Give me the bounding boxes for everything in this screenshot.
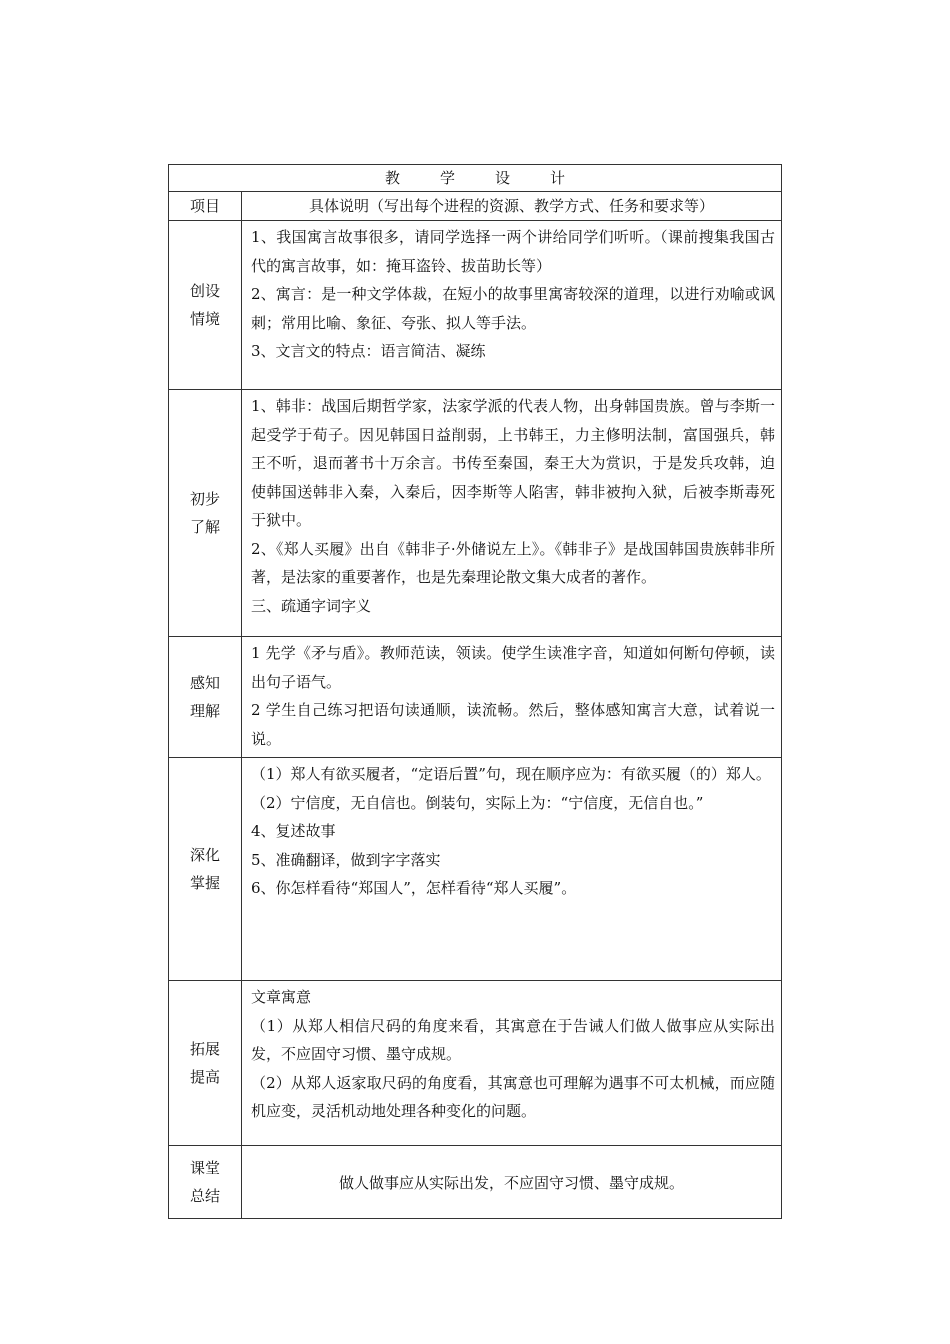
row-extend-improve xyxy=(169,981,782,1146)
content-line: 3、文言文的特点：语言简洁、凝练 xyxy=(251,342,486,360)
row-class-summary xyxy=(169,1146,782,1219)
row-label xyxy=(169,390,242,637)
label-line-1: 初步 xyxy=(189,490,220,508)
row-label xyxy=(169,637,242,758)
row-content xyxy=(242,758,782,981)
row-label xyxy=(169,758,242,981)
label-line-2: 理解 xyxy=(189,702,220,720)
row-label xyxy=(169,1146,242,1219)
content-line: （2）从郑人返家取尺码的角度看，其寓意也可理解为遇事不可太机械，而应随机应变，灵活机动地处理各种变化的问题。 xyxy=(251,1073,775,1120)
table-title: 教学设计 xyxy=(169,165,782,192)
label-line-1: 感知 xyxy=(189,674,220,692)
label-line-1: 创设 xyxy=(189,282,220,300)
row-content xyxy=(242,981,782,1146)
row-content xyxy=(242,637,782,758)
label-line-2: 总结 xyxy=(189,1187,220,1205)
summary-text: 做人做事应从实际出发，不应固守习惯、墨守成规。 xyxy=(242,1146,782,1219)
content-line: 三、疏通字词字义 xyxy=(251,596,372,615)
label-line-2: 情境 xyxy=(189,310,220,328)
content-line: 文章寓意 xyxy=(251,988,312,1006)
row-create-situation xyxy=(169,221,782,390)
content-line: 6、你怎样看待“郑国人”，怎样看待“郑人买履”。 xyxy=(251,879,577,897)
label-line-1: 课堂 xyxy=(189,1159,220,1177)
content-line: 1、韩非：战国后期哲学家，法家学派的代表人物，出身韩国贵族。曾与李斯一起受学于荀子。因见韩国日益削弱，上书韩王，力主修明法制，富国强兵，韩王不听，退而著书十万余言。书传至秦国，秦王大为赏识，于是发兵攻韩，迫使韩国送韩非入秦，入秦后，因李斯等人陷害，韩非被拘入狱，后被李斯毒死于狱中。 xyxy=(251,397,775,529)
content-line: 4、复述故事 xyxy=(251,822,336,840)
row-initial-understanding xyxy=(169,390,782,637)
content-line: 1 先学《矛与盾》。教师范读，领读。使学生读准字音，知道如何断句停顿，读出句子语气。 xyxy=(251,644,775,691)
teaching-design-table xyxy=(168,164,782,1219)
content-line: 5、准确翻译，做到字字落实 xyxy=(251,850,441,869)
content-line: （1）从郑人相信尺码的角度来看，其寓意在于告诫人们做人做事应从实际出发，不应固守习惯、墨守成规。 xyxy=(251,1016,775,1063)
title-row xyxy=(169,165,782,192)
content-line: （2）宁信度，无自信也。倒装句，实际上为：“宁信度，无信自也。” xyxy=(251,793,704,812)
label-line-2: 提高 xyxy=(189,1068,220,1086)
label-line-1: 拓展 xyxy=(189,1040,220,1058)
row-content xyxy=(242,221,782,390)
row-perceive-understand xyxy=(169,637,782,758)
content-line: 2、《郑人买履》出自《韩非子·外储说左上》。《韩非子》是战国韩国贵族韩非所著，是法家的重要著作，也是先秦理论散文集大成者的著作。 xyxy=(251,539,775,586)
header-row xyxy=(169,192,782,221)
header-description: 具体说明（写出每个进程的资源、教学方式、任务和要求等） xyxy=(242,192,782,221)
content-line: （1）郑人有欲买履者，“定语后置”句，现在顺序应为：有欲买履（的）郑人。 xyxy=(251,765,771,783)
row-label xyxy=(169,221,242,390)
label-line-2: 了解 xyxy=(189,518,220,536)
row-deepen-master xyxy=(169,758,782,981)
content-line: 2、寓言：是一种文学体裁，在短小的故事里寓寄较深的道理，以进行劝喻或讽刺；常用比喻、象征、夸张、拟人等手法。 xyxy=(251,285,775,332)
header-item: 项目 xyxy=(169,192,242,221)
label-line-1: 深化 xyxy=(189,846,220,864)
content-line: 2 学生自己练习把语句读通顺，读流畅。然后，整体感知寓言大意，试着说一说。 xyxy=(251,701,775,748)
label-line-2: 掌握 xyxy=(189,874,220,892)
row-content xyxy=(242,390,782,637)
content-line: 1、我国寓言故事很多，请同学选择一两个讲给同学们听听。（课前搜集我国古代的寓言故事，如：掩耳盗铃、拔苗助长等） xyxy=(251,228,775,275)
row-label xyxy=(169,981,242,1146)
